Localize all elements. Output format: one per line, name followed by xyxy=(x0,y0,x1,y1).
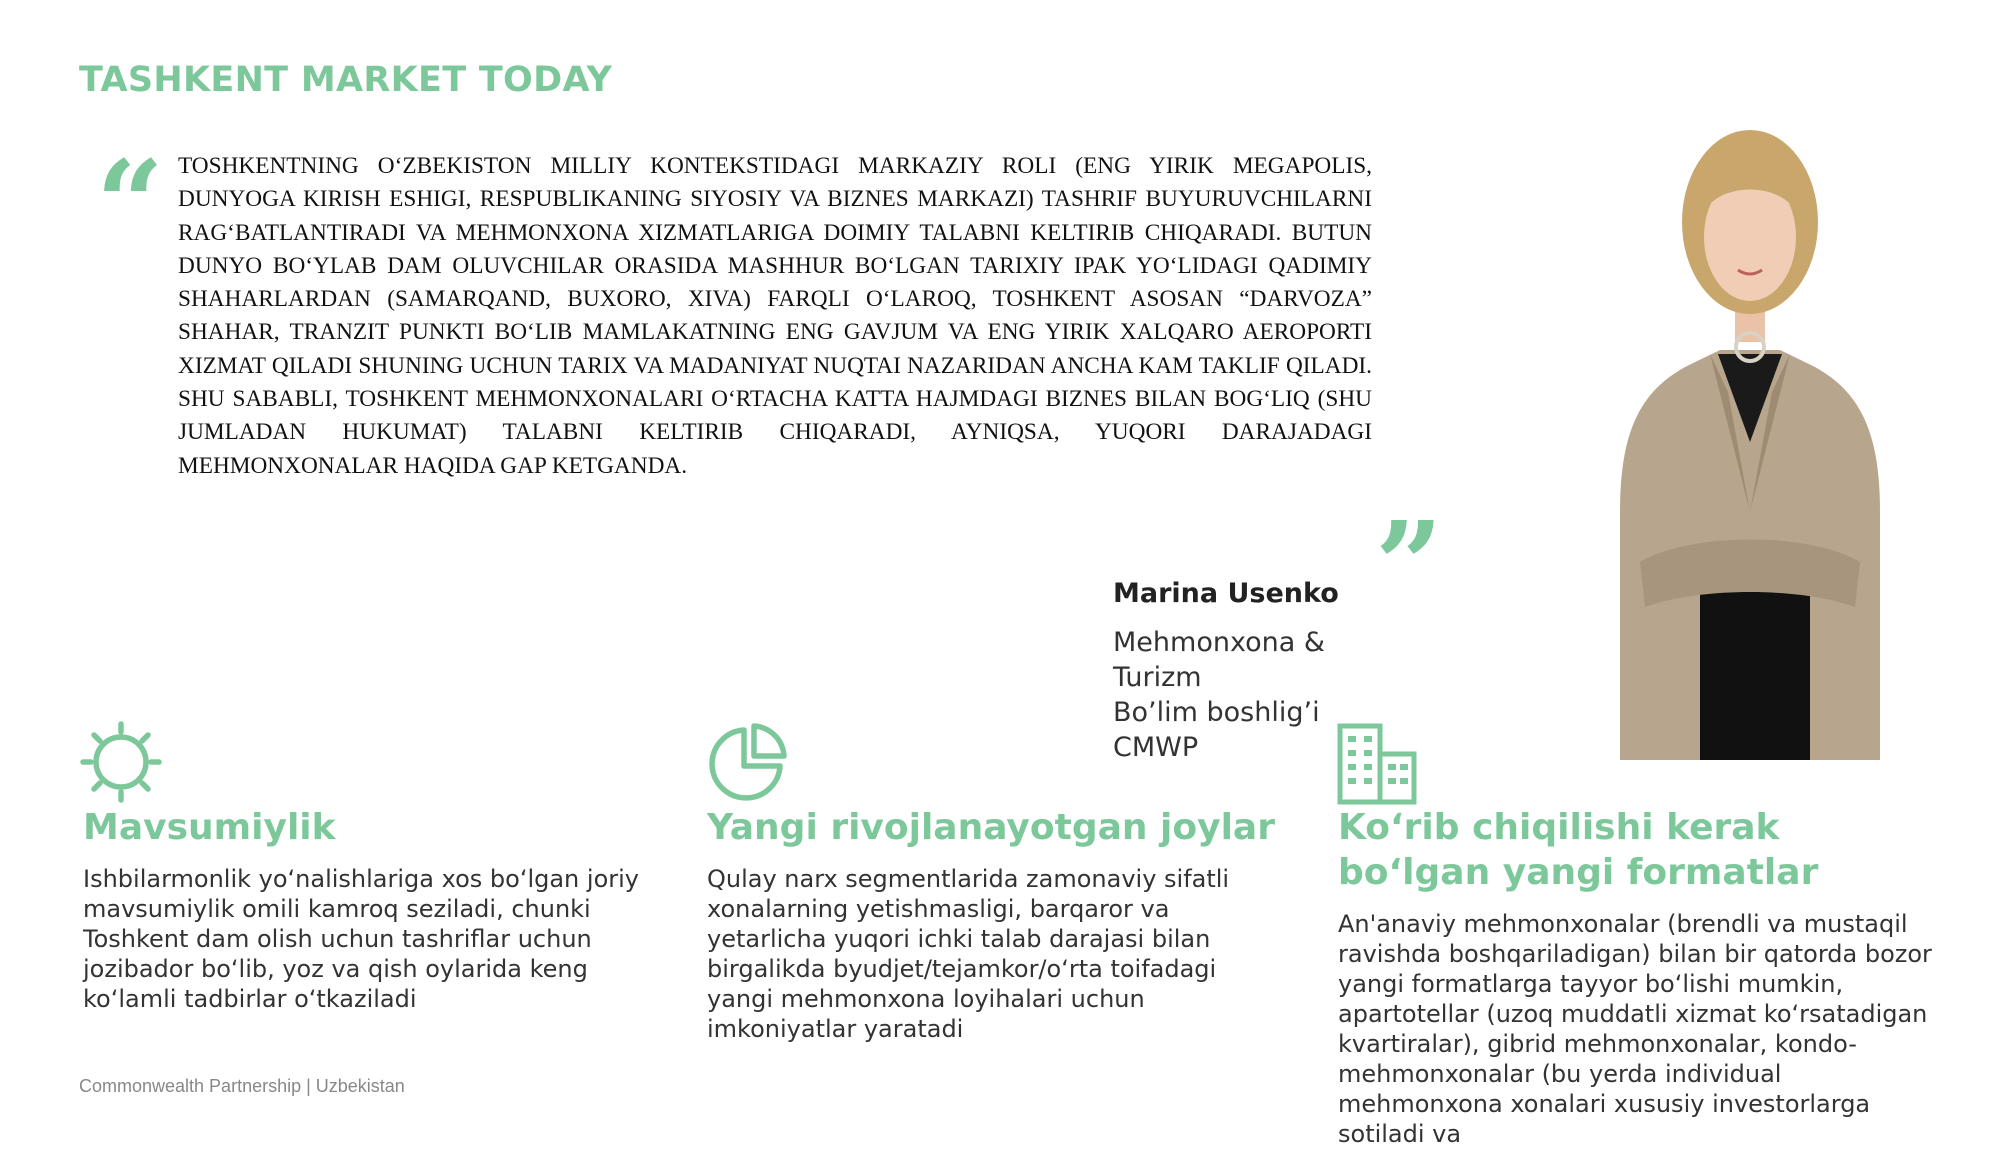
column-title-new-formats: Ko‘rib chiqilishi kerak bo‘lgan yangi formatlar xyxy=(1338,807,1819,893)
author-role-line: Mehmonxona & xyxy=(1113,627,1325,658)
author-role xyxy=(1113,625,1373,765)
author-role-line: Turizm xyxy=(1113,662,1202,693)
pie-chart-icon xyxy=(706,720,790,804)
column-title-seasonality: Mavsumiylik xyxy=(83,807,336,848)
footer-text: Commonwealth Partnership | Uzbekistan xyxy=(79,1076,405,1096)
close-quote-mark: ” xyxy=(1375,495,1443,634)
column-text-emerging: Qulay narx segmentlarida zamonaviy sifatli xonalarning yetishmasligi, barqaror va yetarlicha yuqori ichki talab darajasi bilan birgalikda byudjet/tejamkor/o‘rta toifadagi yangi mehmonxona loyihalari uchun imkoniyatlar yaratadi xyxy=(707,865,1230,1043)
author-role-line: CMWP xyxy=(1113,732,1199,763)
quote-text: TOSHKENTNING O‘ZBEKISTON MILLIY KONTEKSTIDAGI MARKAZIY ROLI (ENG YIRIK MEGAPOLIS, DUNYOGA KIRISH ESHIGI, RESPUBLIKANING SIYOSIY VA BIZNES MARKAZI) TASHRIF BUYURUVCHILARNI RAG‘BATLANTIRADI VA MEHMONXONA XIZMATLARIGA DOIMIY TALABNI KELTIRIB CHIQARADI. BUTUN DUNYO BO‘YLAB DAM OLUVCHILAR ORASIDA MASHHUR BO‘LGAN TARIXIY IPAK YO‘LIDAGI QADIMIY SHAHARLARDAN (SAMARQAND, BUXORO, XIVA) FARQLI O‘LAROQ, TOSHKENT ASOSAN “DARVOZA” SHAHAR, TRANZIT PUNKTI BO‘LIB MAMLAKATNING ENG GAVJUM VA ENG YIRIK XALQARO AEROPORTI XIZMAT QILADI SHUNING UCHUN TARIX VA MADANIYAT NUQTAI NAZARIDAN ANCHA KAM TAKLIF QILADI. SHU SABABLI, TOSHKENT MEHMONXONALARI O‘RTACHA KATTA HAJMDAGI BIZNES BILAN BOG‘LIQ (SHU JUMLADAN HUKUMAT) TALABNI KELTIRIB CHIQARADI, AYNIQSA, YUQORI DARAJADAGI MEHMONXONALAR HAQIDA GAP KETGANDA. xyxy=(178,153,1372,479)
author-role-line: Bo’lim boshlig’i xyxy=(1113,697,1320,728)
page-title: TASHKENT MARKET TODAY xyxy=(79,60,613,100)
sun-icon xyxy=(79,720,163,804)
column-text-new-formats: An'anaviy mehmonxonalar (brendli va mustaqil ravishda boshqariladigan) bilan bir qatorda bozor yangi formatlarga tayyor bo‘lishi mumkin, apartotellar (uzoq muddatli xizmat ko‘rsatadigan kvartiralar), gibrid mehmonxonalar, kondo-mehmonxonalar (bu yerda individual mehmonxona xonalari xususiy investorlarga sotiladi va xyxy=(1338,910,1932,1148)
column-text-seasonality: Ishbilarmonlik yo‘nalishlariga xos bo‘lgan joriy mavsumiylik omili kamroq seziladi, chunki Toshkent dam olish uchun tashriflar uchun jozibador bo‘lib, yoz va qish oylarida keng ko‘lamli tadbirlar o‘tkaziladi xyxy=(83,865,639,1013)
column-title-emerging: Yangi rivojlanayotgan joylar xyxy=(707,807,1275,848)
author-name: Marina Usenko xyxy=(1113,578,1339,609)
open-quote-mark: “ xyxy=(96,134,164,273)
building-icon xyxy=(1336,722,1420,806)
author-photo xyxy=(1600,92,1900,760)
